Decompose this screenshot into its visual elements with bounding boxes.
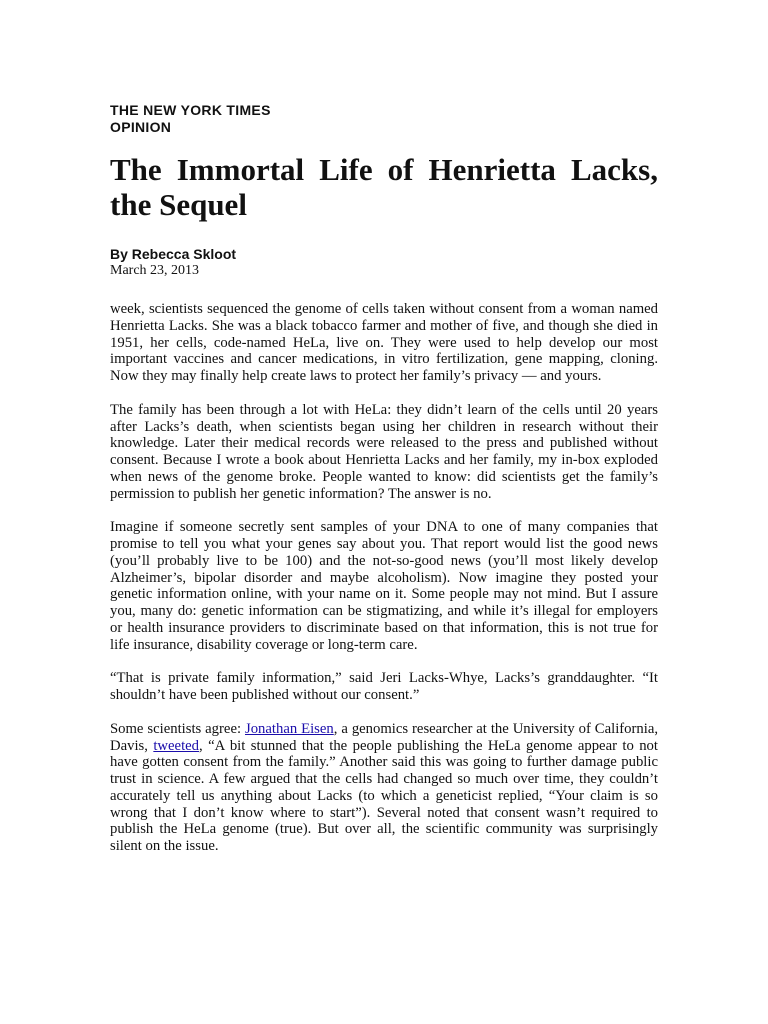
paragraph-5 — [110, 721, 658, 855]
link-jonathan-eisen[interactable]: Jonathan Eisen — [244, 720, 334, 737]
masthead — [110, 102, 658, 136]
paragraph-5-text-middle: , a genomics researcher at the University of California, Davis, — [110, 720, 659, 754]
paragraph-3: Imagine if someone secretly sent samples of your DNA to one of many companies that promise to tell you what your genes say about you. That report would list the good news (you’ll probably live to be 100) and the not-so-good news (you’ll most likely develop Alzheimer’s, bipolar disorder and maybe alcoholism). Now imagine they posted your genetic information online, with your name on it. Some people may not mind. But I assure you, many do: genetic information can be stigmatizing, and while it’s illegal for employers or health insurance providers to discriminate based on that information, this is not true for life insurance, disability coverage or long-term care. — [110, 519, 658, 653]
paragraph-1: week, scientists sequenced the genome of cells taken without consent from a woman named Henrietta Lacks. She was a black tobacco farmer and mother of five, and though she died in 1951, her cells, code-named HeLa, live on. They were used to help develop our most important vaccines and cancer medications, in vitro fertilization, gene mapping, cloning. Now they may finally help create laws to protect her family’s privacy — and yours. — [110, 301, 658, 384]
article-headline: The Immortal Life of Henrietta Lacks, the Sequel — [110, 152, 658, 222]
paragraph-5-text-start: Some scientists agree: — [110, 720, 245, 737]
link-tweeted[interactable]: tweeted — [153, 737, 200, 754]
paragraph-5-text-end: , “A bit stunned that the people publishing the HeLa genome appear to not have gotten consent from the family.” Another said this was going to further damage public trust in science. A few argued that the cells had changed so much over time, they couldn’t accurately tell us anything about Lacks (to which a geneticist replied, “Your claim is so wrong that I don’t know where to start”). Several noted that consent wasn’t required to publish the HeLa genome (true). But over all, the scientific community was surprisingly silent on the issue. — [110, 737, 658, 854]
publication-name: THE NEW YORK TIMES — [110, 102, 271, 118]
article-byline: By Rebecca Skloot — [110, 246, 237, 262]
article-date: March 23, 2013 — [110, 263, 200, 278]
article-page — [110, 102, 658, 855]
paragraph-4: “That is private family information,” said Jeri Lacks-Whye, Lacks’s granddaughter. “It shouldn’t have been published without our consent.” — [110, 670, 658, 703]
section-name: OPINION — [110, 119, 172, 135]
paragraph-2: The family has been through a lot with HeLa: they didn’t learn of the cells until 20 years after Lacks’s death, when scientists began using her children in research without their knowledge. Later their medical records were released to the press and published without consent. Because I wrote a book about Henrietta Lacks and her family, my in-box exploded when news of the genome broke. People wanted to know: did scientists get the family’s permission to publish her genetic information? The answer is no. — [110, 401, 658, 502]
article-body — [110, 301, 658, 855]
